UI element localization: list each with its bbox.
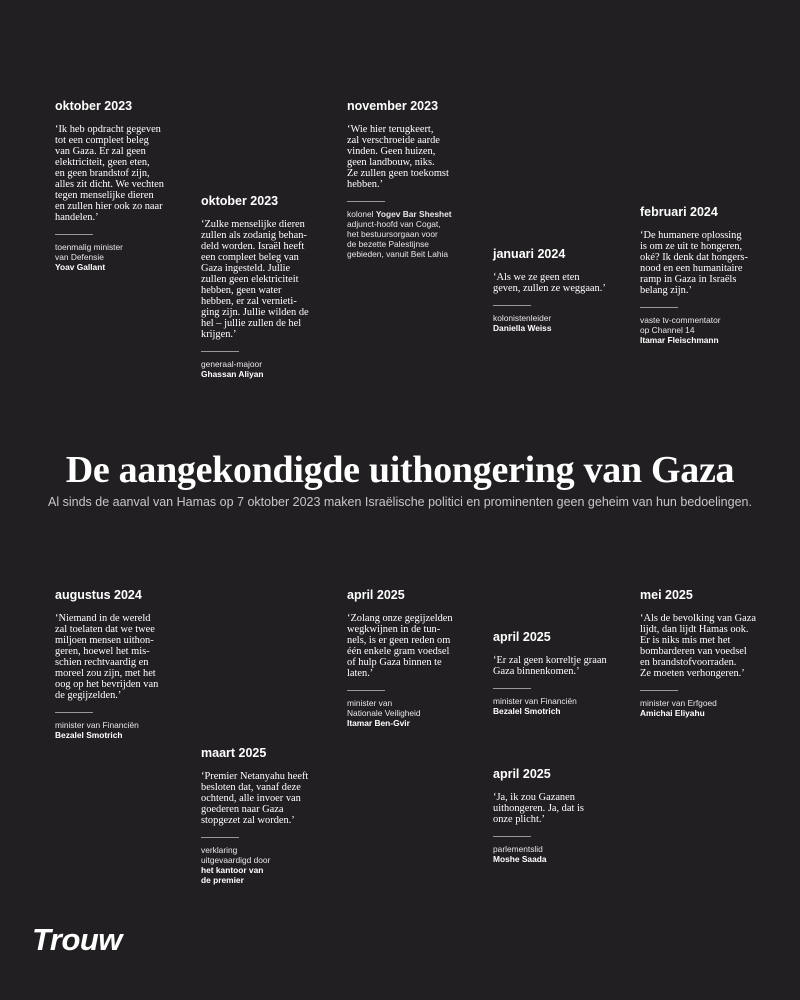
quote-date: februari 2024 (640, 205, 718, 219)
divider (347, 690, 385, 691)
quote-text: ‘Er zal geen korreltje graan Gaza binnenkomen.’ (493, 655, 607, 677)
quote-text: ‘Premier Netanyahu heeft besloten dat, vanaf deze ochtend, alle invoer van goederen naar Gaza stopgezet zal worden.’ (201, 771, 309, 826)
quote-card (201, 746, 323, 885)
quote-card (640, 205, 765, 345)
quote-date: april 2025 (493, 767, 551, 781)
divider (201, 351, 239, 352)
quote-speaker: het kantoor van de premier (201, 865, 264, 885)
divider (55, 712, 93, 713)
quote-card (640, 588, 765, 718)
quote-card (493, 247, 615, 333)
quote-card (493, 630, 618, 716)
quote-speaker: Amichai Eliyahu (640, 708, 705, 718)
quote-role: verklaring uitgevaardigd door (201, 845, 271, 865)
quote-text: ‘Wie hier terugkeert, zal verschroeide aarde vinden. Geen huizen, geen landbouw, niks. Ze zullen geen toekomst hebben.’ (347, 124, 449, 190)
quote-role: minister van Financiën (493, 696, 577, 706)
quote-role: generaal-majoor (201, 359, 262, 369)
quote-card (55, 99, 177, 272)
quote-speaker: Bezalel Smotrich (493, 706, 561, 716)
quote-speaker: Yoav Gallant (55, 262, 106, 272)
quote-speaker: Bezalel Smotrich (55, 730, 123, 740)
quote-role: kolonel (347, 209, 374, 219)
quote-date: augustus 2024 (55, 588, 142, 602)
quote-speaker: Itamar Fleischmann (640, 335, 719, 345)
quote-card (201, 194, 323, 379)
quote-card (55, 588, 177, 740)
quote-date: november 2023 (347, 99, 439, 113)
quote-date: januari 2024 (493, 247, 566, 261)
quote-role: minister van Erfgoed (640, 698, 717, 708)
quote-card (347, 99, 472, 259)
brand-logo: Trouw (32, 922, 122, 957)
quote-role: minister van Financiën (55, 720, 139, 730)
divider (493, 688, 531, 689)
quote-role-line (347, 209, 472, 219)
quote-text: ‘Als de bevolking van Gaza lijdt, dan lijdt Hamas ook. Er is niks mis met het bombarderen van voedsel en brandstofvoorraden. Ze moeten verhongeren.’ (640, 613, 756, 679)
divider (493, 305, 531, 306)
quote-date: april 2025 (347, 588, 405, 602)
quote-date: maart 2025 (201, 746, 267, 760)
quote-role: vaste tv-commentator op Channel 14 (640, 315, 721, 335)
divider (201, 837, 239, 838)
page-subtitle: Al sinds de aanval van Hamas op 7 oktober 2023 maken Israëlische politici en prominenten geen geheim van hun bedoelingen. (48, 495, 752, 509)
quote-text: ‘De humanere oplossing is om ze uit te hongeren, oké? Ik denk dat hongers- nood en een humanitaire ramp in Gaza in Israëls belang zijn.’ (640, 230, 748, 296)
quote-speaker: Daniella Weiss (493, 323, 552, 333)
quote-text: ‘Niemand in de wereld zal toelaten dat we twee miljoen mensen uithon- geren, hoewel het mis- schien rechtvaardig en moreel zou zijn, met het oog op het bevrijden van de gegijzelden.’ (55, 613, 159, 701)
divider (55, 234, 93, 235)
quote-date: oktober 2023 (55, 99, 133, 113)
quote-card (493, 767, 615, 864)
quote-text: ‘Als we ze geen eten geven, zullen ze weggaan.’ (493, 272, 606, 294)
quote-card (347, 588, 469, 728)
quote-date: oktober 2023 (201, 194, 279, 208)
quote-role: toenmalig minister van Defensie (55, 242, 123, 262)
quote-role: kolonistenleider (493, 313, 552, 323)
quote-date: mei 2025 (640, 588, 693, 602)
divider (347, 201, 385, 202)
quote-text: ‘Ik heb opdracht gegeven tot een compleet beleg van Gaza. Er zal geen elektriciteit, geen eten, en geen brandstof zijn, alles zit dicht. We vechten tegen menselijke dieren en zullen hier ook zo naar handelen.’ (55, 124, 164, 223)
quote-text: ‘Ja, ik zou Gazanen uithongeren. Ja, dat is onze plicht.’ (493, 792, 584, 825)
quote-speaker: Ghassan Aliyan (201, 369, 264, 379)
quote-role: minister van Nationale Veiligheid (347, 698, 421, 718)
quote-speaker: Moshe Saada (493, 854, 547, 864)
divider (640, 307, 678, 308)
quote-role: parlementslid (493, 844, 543, 854)
page-title: De aangekondigde uithongering van Gaza (65, 449, 735, 491)
divider (640, 690, 678, 691)
divider (493, 836, 531, 837)
quote-role-detail: adjunct-hoofd van Cogat, het bestuursorgaan voor de bezette Palestijnse gebieden, vanuit Beit Lahia (347, 219, 449, 259)
quote-speaker: Yogev Bar Sheshet (375, 209, 452, 219)
quote-date: april 2025 (493, 630, 551, 644)
quote-speaker: Itamar Ben-Gvir (347, 718, 410, 728)
quote-text: ‘Zulke menselijke dieren zullen als zodanig behan- deld worden. Israël heeft een compleet beleg van Gaza ingesteld. Jullie zullen geen elektriciteit hebben, geen water hebben, er zal vernieti- ging zijn. Jullie wilden de hel – jullie zullen de hel krijgen.’ (201, 219, 309, 340)
quote-text: ‘Zolang onze gegijzelden wegkwijnen in de tun- nels, is er geen reden om één enkele gram voedsel of hulp Gaza binnen te laten.’ (347, 613, 453, 679)
